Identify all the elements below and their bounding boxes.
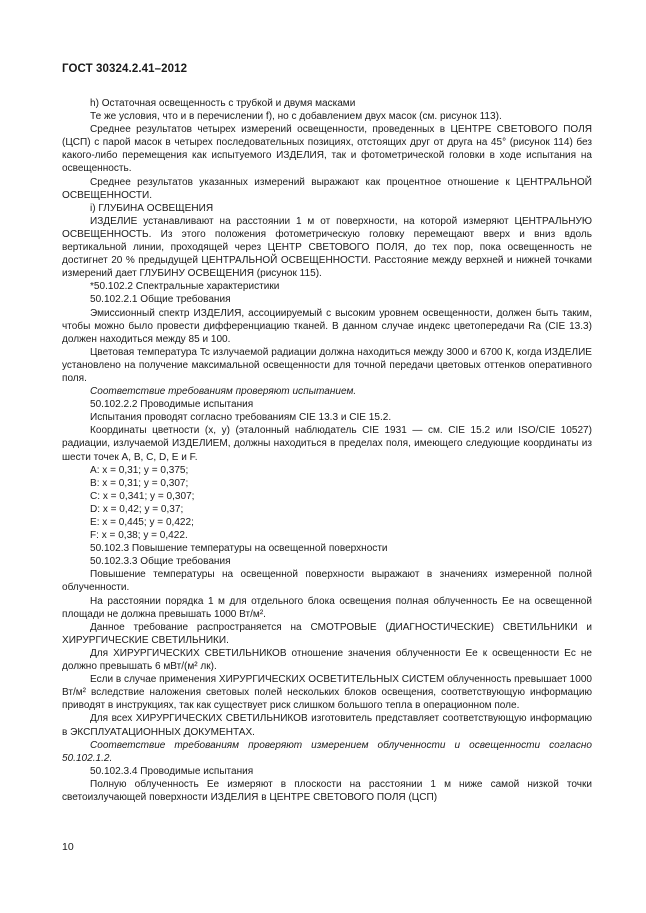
paragraph: Полную облученность Ee измеряют в плоскости на расстоянии 1 м ниже самой низкой точки светоизлучающей поверхности ИЗДЕЛИЯ в ЦЕНТРЕ СВЕТОВОГО ПОЛЯ (ЦСП): [62, 778, 592, 803]
coordinate-item: F: x = 0,38; y = 0,422.: [90, 530, 188, 542]
paragraph: Для всех ХИРУРГИЧЕСКИХ СВЕТИЛЬНИКОВ изготовитель представляет соответствующую информацию в ЭКСПЛУАТАЦИОННЫХ ДОКУМЕНТАХ.: [62, 713, 592, 738]
document-body: [62, 97, 592, 804]
compliance-note: Соответствие требованиям проверяют измерением облученности и освещенности согласно 50.102.1.2.: [62, 739, 592, 764]
coordinate-item: E: x = 0,445; y = 0,422;: [90, 517, 194, 528]
paragraph: Если в случае применения ХИРУРГИЧЕСКИХ ОСВЕТИТЕЛЬНЫХ СИСТЕМ облученность превышает 1000 Вт/м² вследствие наложения световых полей нескольких блоков освещения, соответствующую информацию приводят в инструкциях, так как существует риск слишком большого тепла в операционном поле.: [62, 674, 592, 712]
coordinate-list: [62, 464, 592, 543]
paragraph: Повышение температуры на освещенной поверхности выражают в значениях измеренной полной облученности.: [62, 569, 592, 594]
paragraph: Испытания проводят согласно требованиям CIE 13.3 и CIE 15.2.: [90, 412, 392, 424]
section-heading: 50.102.3 Повышение температуры на освещенной поверхности: [90, 543, 388, 555]
coordinate-item: D: x = 0,42; y = 0,37;: [90, 503, 184, 515]
coordinate-item: C: x = 0,341; y = 0,307;: [90, 490, 195, 502]
section-heading: 50.102.3.4 Проводимые испытания: [90, 765, 254, 777]
paragraph: Цветовая температура Tc излучаемой радиации должна находиться между 3000 и 6700 К, когда ИЗДЕЛИЕ установлено на получение максимальной освещенности для точной передачи цветовых оттенков оперативного поля.: [62, 346, 592, 384]
paragraph: Те же условия, что и в перечислении f), но с добавлением двух масок (см. рисунок 113).: [90, 111, 502, 123]
paragraph: Среднее результатов указанных измерений выражают как процентное отношение к ЦЕНТРАЛЬНОЙ ОСВЕЩЕННОСТИ.: [62, 176, 592, 201]
paragraph: На расстоянии порядка 1 м для отдельного блока освещения полная облученность Ee на освещенной площади не должна превышать 1000 Вт/м².: [62, 595, 592, 620]
section-heading: 50.102.2.2 Проводимые испытания: [90, 399, 254, 411]
coordinate-item: A: x = 0,31; y = 0,375;: [90, 464, 189, 476]
section-heading: *50.102.2 Спектральные характеристики: [90, 281, 280, 293]
compliance-note: Соответствие требованиям проверяют испытанием.: [90, 386, 357, 398]
paragraph: Координаты цветности (x, y) (эталонный наблюдатель CIE 1931 — см. CIE 15.2 или ISO/CIE 10527) радиации, излучаемой ИЗДЕЛИЕМ, должны находиться в пределах поля, имеющего следующие координаты из шести точек А, В, С, D, Е и F.: [62, 425, 592, 463]
page-number: 10: [62, 841, 74, 853]
section-heading: 50.102.3.3 Общие требования: [90, 556, 231, 568]
item-i-title: i) ГЛУБИНА ОСВЕЩЕНИЯ: [90, 202, 214, 214]
paragraph: Эмиссионный спектр ИЗДЕЛИЯ, ассоциируемый с высоким уровнем освещенности, должен быть таким, чтобы можно было провести дифференциацию тканей. В данном случае индекс цветопередачи Ra (CIE 13.3) должен находиться между 85 и 100.: [62, 307, 592, 345]
paragraph: Для ХИРУРГИЧЕСКИХ СВЕТИЛЬНИКОВ отношение значения облученности Ee к освещенности Ec не должно превышать 6 мВт/(м² лк).: [62, 647, 592, 673]
paragraph: ИЗДЕЛИЕ устанавливают на расстоянии 1 м от поверхности, на которой измеряют ЦЕНТРАЛЬНУЮ ОСВЕЩЕННОСТЬ. Из этого положения фотометрическую головку перемещают вверх и вниз вдоль вертикальной линии, проходящей через ЦЕНТР СВЕТОВОГО ПОЛЯ, до тех пор, пока освещенность не достигнет 20 % предыдущей ЦЕНТРАЛЬНОЙ ОСВЕЩЕННОСТИ. Расстояние между верхней и нижней точками измерений дает ГЛУБИНУ ОСВЕЩЕНИЯ (рисунок 115).: [62, 215, 592, 280]
paragraph: Среднее результатов четырех измерений освещенности, проведенных в ЦЕНТРЕ СВЕТОВОГО ПОЛЯ (ЦСП) с парой масок в четырех последовательных позициях, отстоящих друг от друга на 45° (рисунок 114) без какого-либо перемещения как испытуемого ИЗДЕЛИЯ, так и фотометрической головки в ходе испытания на освещенность.: [62, 124, 592, 175]
document-header: ГОСТ 30324.2.41–2012: [62, 63, 188, 75]
section-heading: 50.102.2.1 Общие требования: [90, 294, 231, 306]
paragraph: Данное требование распространяется на СМОТРОВЫЕ (ДИАГНОСТИЧЕСКИЕ) СВЕТИЛЬНИКИ и ХИРУРГИЧЕСКИЕ СВЕТИЛЬНИКИ.: [62, 621, 592, 646]
item-h-title: h) Остаточная освещенность с трубкой и двумя масками: [90, 98, 356, 109]
coordinate-item: B: x = 0,31; y = 0,307;: [90, 477, 189, 489]
